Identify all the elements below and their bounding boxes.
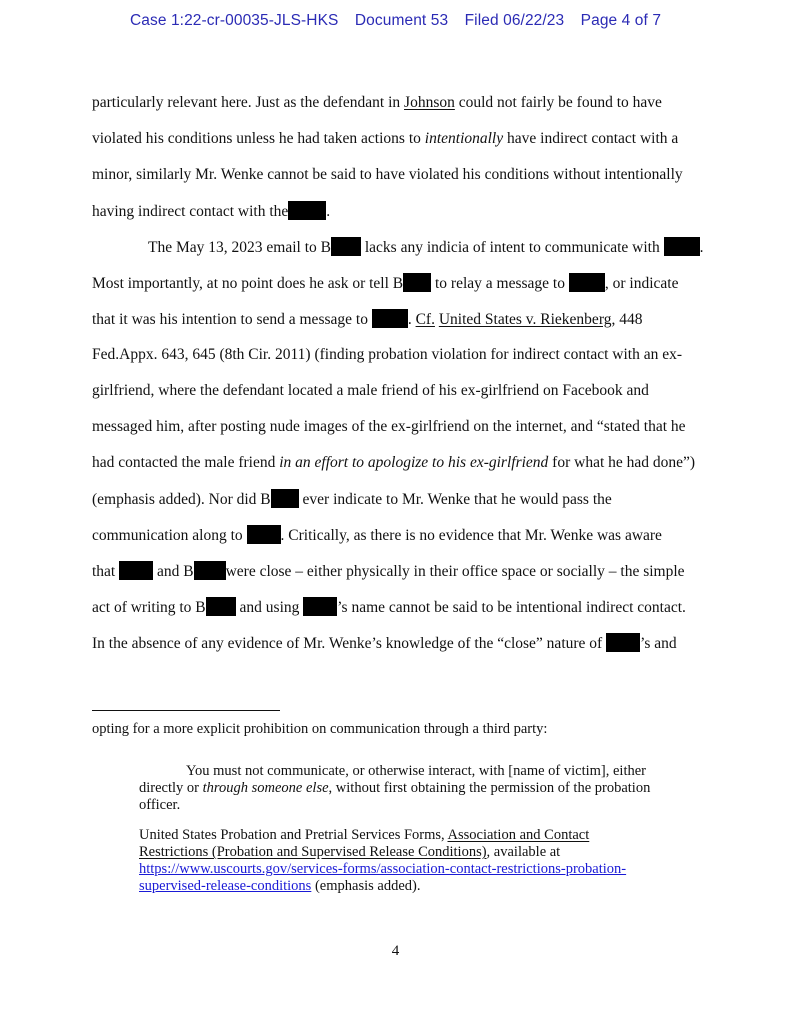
redaction-box [206,597,236,616]
body-line: had contacted the male friend in an effort to apologize to his ex-girlfriend for what he had done”) [92,454,696,471]
redaction-box [569,273,605,292]
page-indicator: Page 4 of 7 [580,12,662,29]
filed-date: Filed 06/22/23 [464,12,565,29]
redaction-box [372,309,408,328]
body-line: messaged him, after posting nude images of the ex-girlfriend on the internet, and “stated that he [92,418,686,435]
body-line: particularly relevant here. Just as the defendant in Johnson could not fairly be found to have [92,94,662,111]
case-number: Case 1:22-cr-00035-JLS-HKS [129,12,339,29]
redaction-box [664,237,700,256]
redaction-box [288,201,326,220]
footnote-text: opting for a more explicit prohibition on communication through a third party: [92,721,548,737]
redaction-box [194,561,226,580]
footnote-separator [92,710,280,711]
redaction-box [271,489,299,508]
redaction-box [247,525,281,544]
uscourts-link[interactable]: https://www.uscourts.gov/services-forms/association-contact-restrictions-probation- [139,861,627,877]
body-line: In the absence of any evidence of Mr. Wenke’s knowledge of the “close” nature of ’s and [92,635,677,652]
case-cite-riekenberg: United States v. Riekenberg [438,311,612,328]
redaction-box [303,597,337,616]
case-cite-johnson: Johnson [404,94,455,111]
redaction-box [331,237,361,256]
body-line: Most importantly, at no point does he ask or tell B to relay a message to , or indicate [92,275,679,292]
document-number: Document 53 [354,12,449,29]
page-number: 4 [391,943,400,959]
body-line: that and B were close – either physically in their office space or socially – the simple [92,563,685,580]
body-line: communication along to . Critically, as there is no evidence that Mr. Wenke was aware [92,527,662,544]
body-line: that it was his intention to send a message to . Cf. United States v. Riekenberg, 448 [92,311,643,328]
body-line: minor, similarly Mr. Wenke cannot be said to have violated his conditions without intentionally [92,166,683,183]
body-line: (emphasis added). Nor did B ever indicate to Mr. Wenke that he would pass the [92,491,612,508]
redaction-box [119,561,153,580]
body-line: act of writing to B and using ’s name cannot be said to be intentional indirect contact. [92,599,686,616]
redaction-box [403,273,431,292]
body-line: girlfriend, where the defendant located a male friend of his ex-girlfriend on Facebook and [92,382,649,399]
redaction-box [606,633,640,652]
body-line: having indirect contact with the . [92,203,331,220]
body-line: Fed.Appx. 643, 645 (8th Cir. 2011) (finding probation violation for indirect contact with an ex- [92,346,683,363]
ecf-header [0,12,791,30]
uscourts-link-continued[interactable]: supervised-release-conditions [139,878,312,894]
body-line: violated his conditions unless he had taken actions to intentionally have indirect contact with a [92,130,679,147]
body-line: The May 13, 2023 email to B lacks any indicia of intent to communicate with . [148,239,704,256]
